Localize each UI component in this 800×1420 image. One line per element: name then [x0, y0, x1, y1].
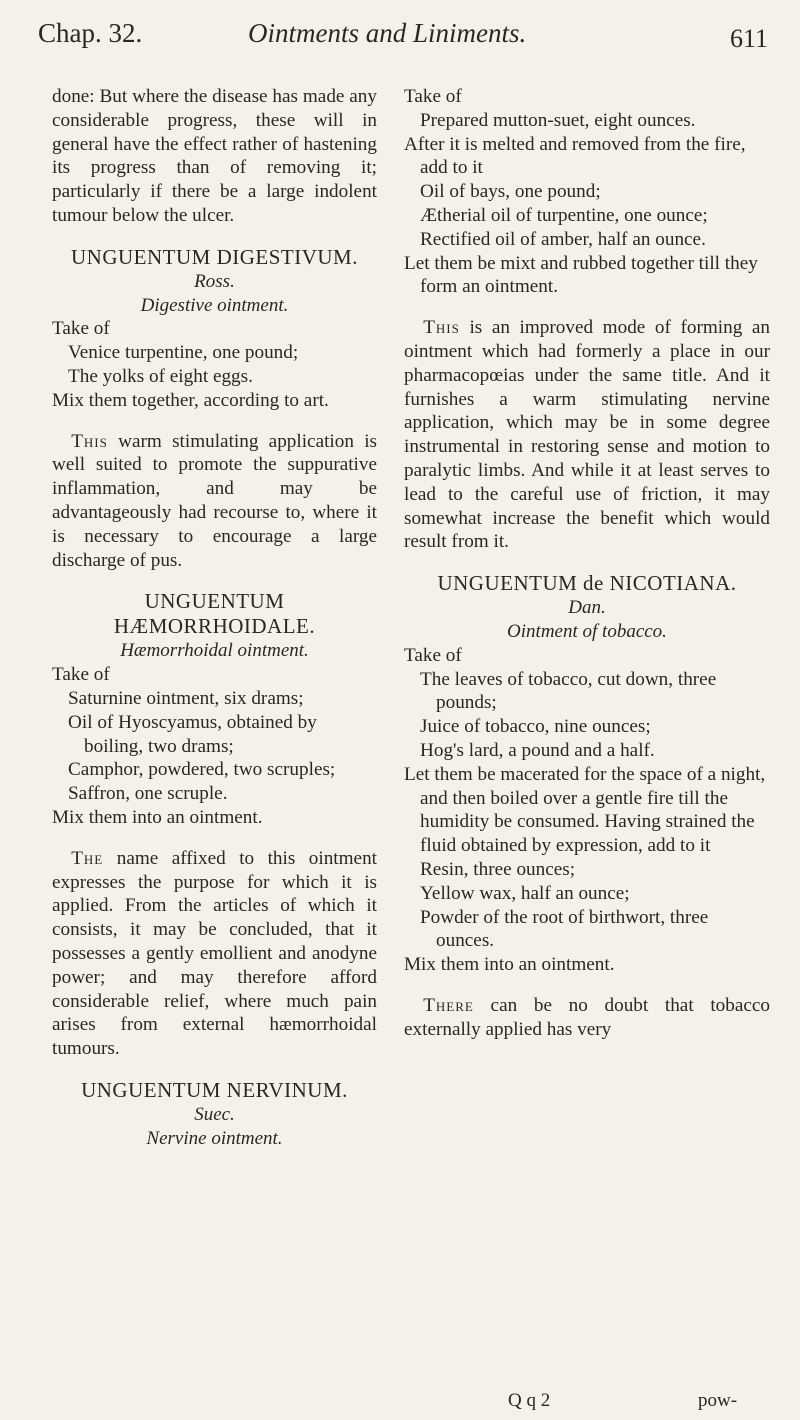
instruction-line: Mix them into an ointment. — [52, 806, 263, 828]
ingredient-line: Yellow wax, half an ounce; — [420, 882, 630, 904]
commentary-paragraph — [404, 316, 770, 554]
ingredient-line: Hog's lard, a pound and a half. — [420, 739, 655, 761]
section-heading-nervinum: UNGUENTUM NERVINUM. — [81, 1077, 348, 1102]
author-abbrev: Suec. — [194, 1103, 235, 1125]
commentary-text: can be no doubt that tobacco externally applied has very — [404, 994, 770, 1040]
ingredient-line: Juice of tobacco, nine ounces; — [420, 716, 651, 738]
running-header — [38, 18, 768, 78]
lead-word: The — [71, 847, 104, 869]
commentary-text: is an improved mode of forming an ointment which had formerly a place in our pharmacopœias under the same title. And it furnishes a warm stimulating nervine application, which may be in some degree instrumental in restoring sense and motion to paralytic limbs. And while it at least serves to lead to the careful use of friction, it may somewhat increase the benefit which would result from it. — [404, 317, 770, 553]
take-of-label: Take of — [52, 318, 110, 340]
page-footer — [468, 1390, 758, 1414]
section-heading-digestivum: UNGUENTUM DIGESTIVUM. — [71, 244, 358, 269]
section-subtitle: Ointment of tobacco. — [507, 620, 667, 642]
signature-mark: Q q 2 — [508, 1390, 551, 1411]
intro-paragraph: done: But where the disease has made any considerable progress, these will in general have the effect rather of hastening its progress than of removing it; particularly if there be a large indolent tumour below the ulcer. — [52, 86, 377, 226]
commentary-paragraph — [404, 994, 770, 1042]
instruction-line: Let them be mixt and rubbed together till they form an ointment. — [404, 252, 758, 298]
ingredient-line: Venice turpentine, one pound; — [68, 342, 299, 364]
instruction-line: Mix them together, according to art. — [52, 389, 329, 411]
catchword: pow- — [698, 1390, 738, 1411]
commentary-text: name affixed to this ointment expresses the purpose for which it is applied. From the articles of which it consists, it may be concluded, that it possesses a gently emollient and anodyne power; and may therefore afford considerable relief, where much pain arises from external hæmorrhoidal tumours. — [52, 847, 377, 1060]
ingredient-line: Rectified oil of amber, half an ounce. — [420, 228, 706, 250]
ingredient-line: Resin, three ounces; — [420, 858, 576, 880]
instruction-line: After it is melted and removed from the fire, add to it — [404, 133, 746, 179]
author-abbrev: Dan. — [568, 597, 606, 619]
ingredient-line: Camphor, powdered, two scruples; — [68, 759, 336, 781]
ingredient-line: Powder of the root of birthwort, three ounces. — [420, 906, 709, 952]
instruction-line: Mix them into an ointment. — [404, 954, 615, 976]
right-column — [404, 85, 770, 1041]
commentary-text: warm stimulating application is well suited to promote the suppurative inflammation, and may be advantageously had recourse to, where it is necessary to encourage a large discharge of pus. — [52, 430, 377, 571]
lead-word: This — [71, 430, 108, 452]
ingredient-line: Oil of Hyoscyamus, obtained by boiling, two drams; — [68, 711, 317, 757]
ingredient-line: The leaves of tobacco, cut down, three pounds; — [420, 668, 717, 714]
ingredient-line: Ætherial oil of turpentine, one ounce; — [420, 204, 708, 226]
take-of-label: Take of — [404, 644, 462, 666]
ingredient-line: Prepared mutton-suet, eight ounces. — [420, 109, 696, 131]
running-title: Ointments and Liniments. — [248, 18, 527, 48]
ingredient-line: Saffron, one scruple. — [68, 783, 228, 805]
ingredient-line: Saturnine ointment, six drams; — [68, 687, 304, 709]
chapter-label: Chap. 32. — [38, 18, 143, 48]
section-subtitle: Hæmorrhoidal ointment. — [120, 640, 309, 662]
take-of-label: Take of — [404, 86, 462, 107]
ingredient-line: The yolks of eight eggs. — [68, 365, 253, 387]
commentary-paragraph — [52, 430, 377, 573]
page-number: 611 — [729, 24, 768, 53]
instruction-line: Let them be macerated for the space of a night, and then boiled over a gentle fire till the humidity be consumed. Having strained the fluid obtained by expression, add to it — [404, 763, 766, 857]
section-subtitle: Digestive ointment. — [140, 294, 289, 316]
left-column — [52, 85, 377, 1150]
section-heading-nicotiana: UNGUENTUM de NICOTIANA. — [437, 571, 737, 596]
ingredient-line: Oil of bays, one pound; — [420, 181, 601, 203]
take-of-label: Take of — [52, 664, 110, 686]
section-heading-haemorrhoidale: UNGUENTUM HÆMORRHOIDALE. — [113, 589, 316, 639]
author-abbrev: Ross. — [194, 270, 235, 292]
lead-word: There — [423, 994, 474, 1016]
section-subtitle: Nervine ointment. — [146, 1127, 283, 1149]
commentary-paragraph — [52, 847, 377, 1061]
lead-word: This — [423, 317, 460, 339]
